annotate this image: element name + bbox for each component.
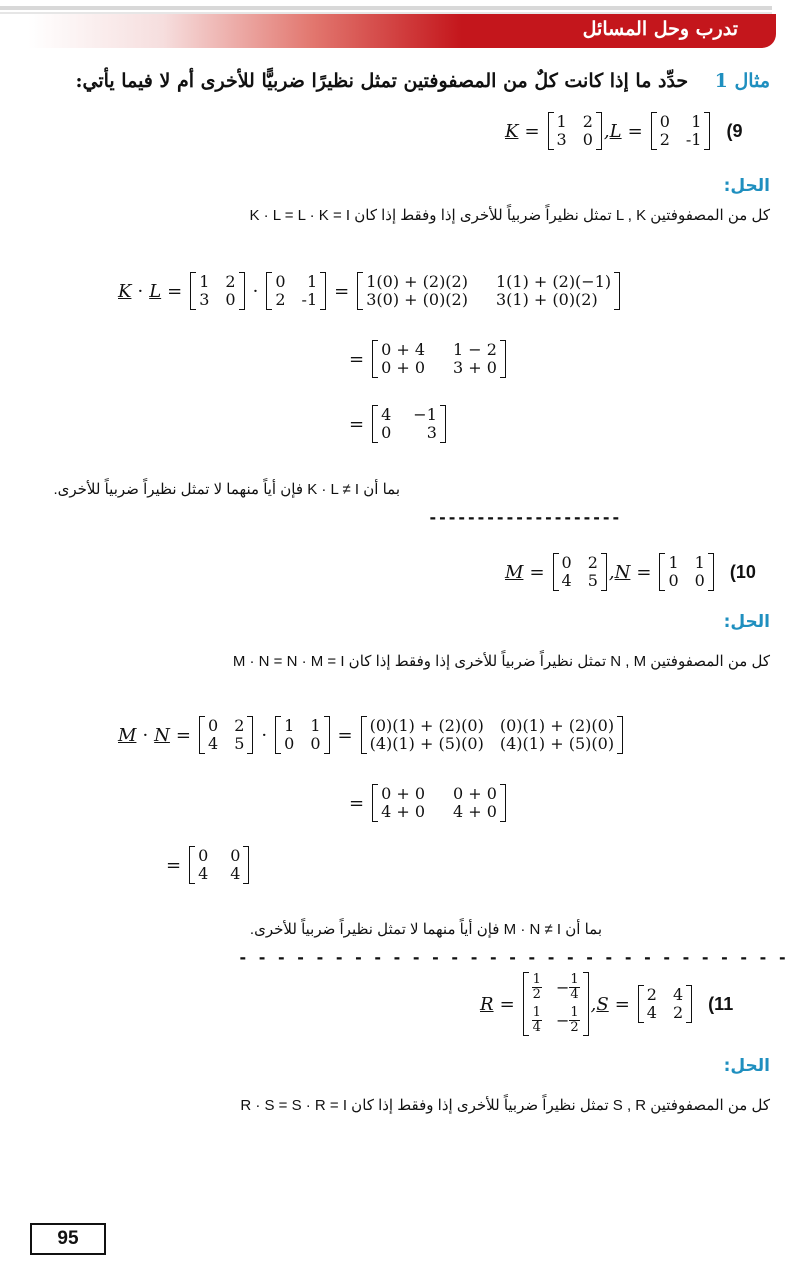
problem11-number: 11) <box>708 993 734 1014</box>
example-label: مثال 1 <box>714 70 770 92</box>
question-text: حدِّد ما إذا كانت كلٌ من المصفوفتين تمثل نظيرًا ضربيًّا للأخرى أم لا فيما يأتي: <box>75 70 689 92</box>
separator-1: -------------------- <box>428 508 621 527</box>
question-line <box>75 70 770 92</box>
matrix-l: 0 1 2 -1 <box>651 112 711 150</box>
problem10-step2: = 0 + 0 0 + 0 4 + 0 4 + 0 <box>343 784 508 822</box>
problem10-matrices: M = 0 2 4 5 , N = 1 1 0 0 10) <box>505 553 756 590</box>
separator-2: - - - - - - - - - - - - - - - - - - - - - - - - - - - - - <box>238 948 788 967</box>
problem9-condition: كل من المصفوفتين L , K تمثل نظيراً ضربياً للأخرى إذا وفقط إذا كان K · L = L · K = I <box>249 207 770 224</box>
page-number: 95 <box>30 1223 106 1255</box>
problem10-conclusion: بما أن M · N ≠ I فإن أياً منهما لا تمثل نظيراً ضربياً للأخرى. <box>249 921 602 938</box>
problem10-product: M · N = 0 2 4 5 · 1 1 0 0 = (0)(1) + (2)(0) (0)(1) + (2)(0) (4)(1) + (5)(0) (4)(1) + (5)(0) <box>118 716 625 754</box>
problem11-condition: كل من المصفوفتين S , R تمثل نظيراً ضربياً للأخرى إذا وفقط إذا كان R · S = S · R = I <box>240 1097 770 1114</box>
problem11-matrices: R = $\frac{1}{2}$ − $\frac{1}{4}$ $\frac{1}{4}$ − $\frac{1}{2}$ , S = 2 4 4 2 11) <box>480 972 734 1035</box>
matrix-k: 1 2 3 0 <box>548 112 602 150</box>
matrix-kl-expanded: 1(0) + (2)(2) 1(1) + (2)(−1) 3(0) + (0)(2) 3(1) + (0)(2) <box>357 272 620 310</box>
problem9-conclusion: بما أن K · L ≠ I فإن أياً منهما لا تمثل نظيراً ضربياً للأخرى. <box>53 481 400 498</box>
section-title: تدرب وحل المسائل <box>582 18 738 40</box>
top-rule <box>0 6 772 10</box>
problem10-result: = 0 0 4 4 <box>160 846 251 884</box>
problem10-number: 10) <box>729 561 756 582</box>
problem9-step2: = 0 + 4 1 − 2 0 + 0 3 + 0 <box>343 340 508 378</box>
problem10-condition: كل من المصفوفتين N , M تمثل نظيراً ضربياً للأخرى إذا وفقط إذا كان M · N = N · M = I <box>232 653 770 670</box>
solution-label-11: الحل: <box>723 1056 770 1076</box>
problem9-number: 9) <box>726 120 743 141</box>
solution-label-10: الحل: <box>723 612 770 632</box>
problem9-matrices: K = 1 2 3 0 , L = 0 1 2 -1 9) <box>505 112 743 149</box>
problem9-product: K · L = 1 2 3 0 · 0 1 2 -1 = 1(0) + (2)(2) 1(1) + (2)(−1) 3(0) + (0)(2) 3(1) + (0)(2) <box>118 272 622 310</box>
solution-label-9: الحل: <box>723 176 770 196</box>
problem9-result: = 4 −1 0 3 <box>343 405 448 443</box>
